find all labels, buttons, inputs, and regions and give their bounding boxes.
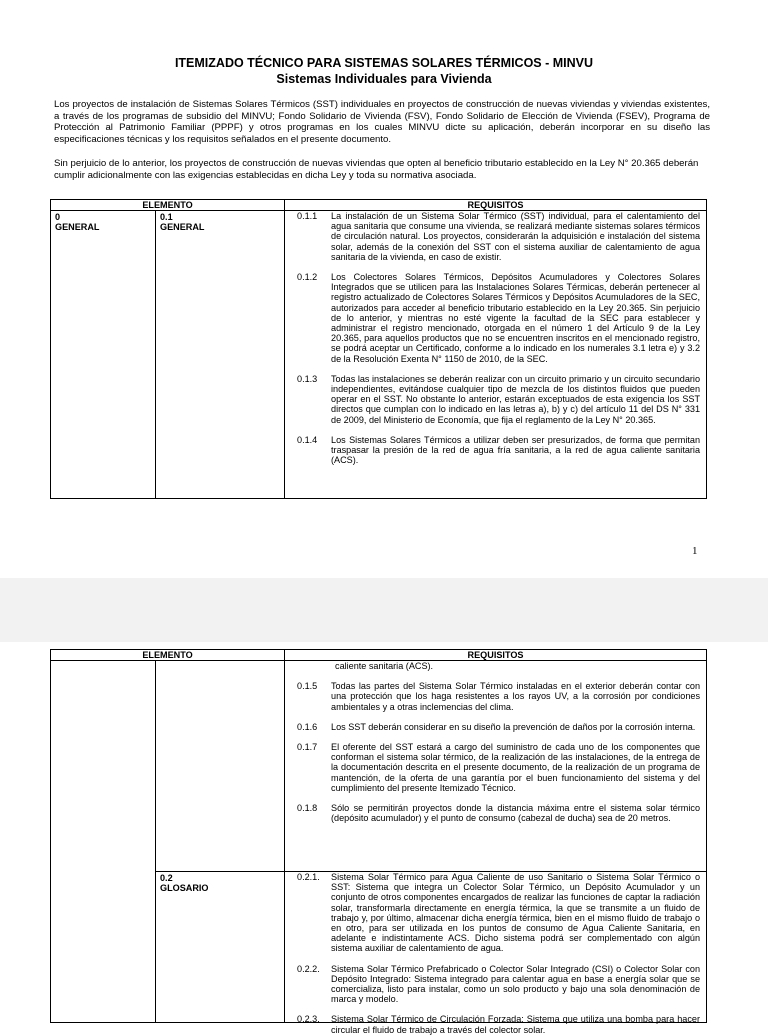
requirement-number: 0.1.2 [297,272,318,283]
requirement-text: La instalación de un Sistema Solar Térmico (SST) individual, para el calentamiento del agua sanitaria que consume una vivienda, se realizará mediante sistemas solares térmicos de circulación natural. Los proyectos, considerarán la adquisición e instalación del sistema solar, además de la conexión del SST con el sistema auxiliar de calentamiento de agua sanitaria de la vivienda, en caso de existir. [331,211,701,262]
section-0-2-number: 0.2 [160,873,173,883]
glossary-item [289,1014,700,1034]
page-number: 1 [692,545,698,557]
glossary-cell [285,872,707,1035]
glossary-number: 0.2.1. [297,872,320,882]
document-subtitle: Sistemas Individuales para Vivienda [276,72,492,86]
header-elemento: ELEMENTO [51,200,285,211]
section-0-name: GENERAL [55,222,100,232]
glossary-number: 0.2.3. [297,1014,320,1025]
requirement-number: 0.1.7 [297,742,318,753]
requirement-continuation: caliente sanitaria (ACS). [335,661,434,671]
requirement-item [289,435,700,466]
page-gap [0,578,768,642]
section-0-continued-cell [51,661,156,1023]
requirements-table-page-1 [50,199,707,499]
section-0-1-name: GENERAL [160,222,205,232]
glossary-item [289,872,700,954]
requirement-text: El oferente del SST estará a cargo del suministro de cada uno de los componentes que conforman el sistema solar térmico, de la realización de las instalaciones, de la entrega de la documentación descrita en el presente documento, de la realización de un programa de mantención, de la oferta de una garantía por el buen funcionamiento del sistema y del cumplimiento del presente Itemizado Técnico. [331,742,701,793]
requirements-cell [285,661,707,872]
requirement-item [289,803,700,823]
requirement-text: Los Sistemas Solares Térmicos a utilizar deben ser presurizados, de forma que permitan traspasar la presión de la red de agua fría sanitaria, a la red de agua caliente sanitaria (ACS). [331,434,701,466]
requirement-number: 0.1.6 [297,721,318,732]
glossary-item [289,964,700,1005]
glossary-text: Sistema Solar Térmico de Circulación Forzada: Sistema que utiliza una bomba para hacer circular el fluido de trabajo a través del colector solar. [331,1014,701,1035]
requirements-table-page-2 [50,649,707,1035]
requirement-number: 0.1.5 [297,681,318,692]
requirement-text: Los SST deberán considerar en su diseño la prevención de daños por la corrosión interna. [331,721,696,732]
glossary-text: Sistema Solar Térmico para Agua Caliente de uso Sanitario o Sistema Solar Térmico o SST: Sistema que integra un Colector Solar Térmico, un Depósito Acumulador y un conjunto de otros componentes encargados de realizar las funciones de captar la radiación solar, transformarla directamente en energía térmica, la que se transmite a un fluido de trabajo y, por último, almacenar dicha energía térmica, bien en el mismo fluido de trabajo o en otro, para ser utilizada en los puntos de consumo de Agua Caliente Sanitaria, en adelante e indistintamente ACS. Dicho sistema podrá ser complementado con algún sistema auxiliar de calentamiento de agua. [331,872,701,954]
requirements-list [289,661,700,871]
section-0-number: 0 [55,212,61,222]
intro-paragraph: Los proyectos de instalación de Sistemas Solares Térmicos (SST) individuales en proyectos de construcción de nuevas viviendas y viviendas existentes, a través de los programas de subsidio del MINVU; Fondo Solidario de Vivienda (FSV), Fondo Solidario de Elección de Vivienda (FSEV), Programa de Protección al Patrimonio Familiar (PPPF) y otros programas en los cuales MINVU dicte su aplicación, deberán incorporar en su diseño las especificaciones técnicas y los requisitos señalados en el presente documento. [54,99,710,145]
header-elemento: ELEMENTO [51,650,285,661]
requirement-text: Los Colectores Solares Térmicos, Depósitos Acumuladores y Colectores Solares Integrados que se utilicen para las Instalaciones Solares Térmicas, deberán pertenecer al registro actualizado de Colectores Solares Térmicos y Depósitos Acumuladores de la SEC, autorizados para acceder al beneficio tributario establecido en la Ley 20.365. Sin perjuicio de lo anterior, y mientras no esté vigente la facultad de la SEC para establecer y administrar el registro mencionado, otorgada en el número 1 del Artículo 9 de la Ley 20.365, para aquellos productos que no se encuentren inscritos en el mencionado registro, se podrá aceptar un Certificado, conforme a lo indicado en los numerales 3.1 letra e) y 3.2 de la Resolución Exenta N° 1150 de 2010, de la SEC. [331,272,701,364]
glossary-list [289,872,701,1035]
section-0-1-cell [156,211,285,499]
second-paragraph: Sin perjuicio de lo anterior, los proyectos de construcción de nuevas viviendas que opten al beneficio tributario establecido en la Ley N° 20.365 deberán cumplir adicionalmente con las exigencias establecidas en dicha Ley y toda su normativa asociada. [54,158,699,181]
requirement-item [289,742,700,793]
requirement-number: 0.1.1 [297,211,318,221]
header-requisitos: REQUISITOS [285,650,707,661]
section-0-1-number: 0.1 [160,212,173,222]
section-0-2-cell [156,872,285,1023]
requirement-number: 0.1.8 [297,803,318,814]
glossary-text: Sistema Solar Térmico Prefabricado o Colector Solar Integrado (CSI) o Colector Solar con Depósito Integrado: Sistema integrado para calentar agua en base a energía solar que se comercializa, listo para instalar, como un solo producto y bajo una sola denominación de marca y modelo. [331,963,701,1005]
section-0-1-continued-cell [156,661,285,872]
requirement-text: Todas las partes del Sistema Solar Térmico instaladas en el exterior deberán contar con una protección que los haga resistentes a los rayos UV, a la corrosión por condiciones ambientales y a otras inclemencias del clima. [331,681,701,712]
requirement-number: 0.1.4 [297,434,318,445]
document-page-2 [0,642,768,1035]
section-0-2-name: GLOSARIO [160,883,209,893]
requirement-text: Todas las instalaciones se deberán realizar con un circuito primario y un circuito secundario independientes, evitándose cualquier tipo de mezcla de los distintos fluidos que pueden operar en el SST. No obstante lo anterior, estarán exceptuados de esta exigencia los SST directos que cumplan con lo indicado en las letras a), b) y c) del artículo 11 del DS N° 331 de 2009, del Ministerio de Economía, que fija el reglamento de la Ley N° 20.365. [331,373,701,425]
requirement-text: Sólo se permitirán proyectos donde la distancia máxima entre el sistema solar térmico (depósito acumulador) y el punto de consumo (cabezal de ducha) sea de 20 metros. [331,803,701,824]
requirements-cell [285,211,707,499]
requirement-item [289,681,700,712]
section-0-cell [51,211,156,499]
requirement-item [289,374,700,425]
document-title: ITEMIZADO TÉCNICO PARA SISTEMAS SOLARES TÉRMICOS - MINVU [174,56,594,70]
header-requisitos: REQUISITOS [285,200,707,211]
requirement-item [289,272,700,364]
requirement-item [289,211,700,262]
requirement-number: 0.1.3 [297,373,318,384]
requirements-list [289,211,700,498]
requirement-item [289,722,700,732]
glossary-number: 0.2.2. [297,963,320,974]
